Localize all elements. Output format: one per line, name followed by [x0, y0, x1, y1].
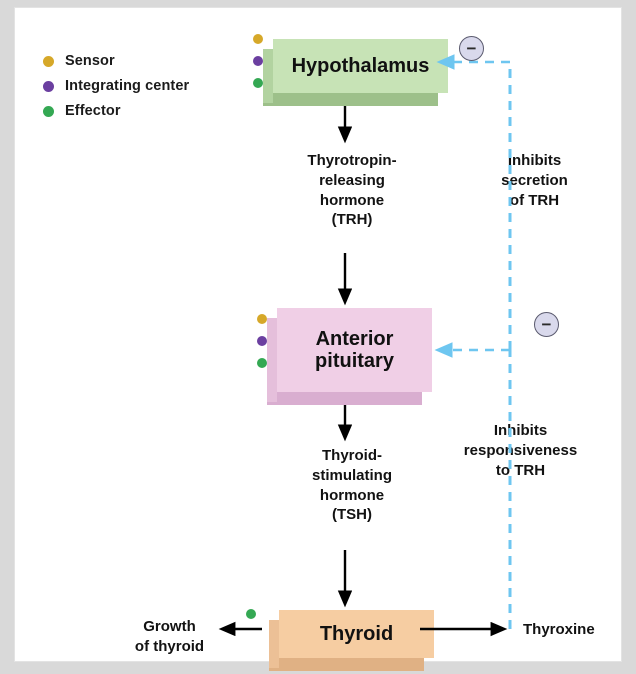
hormone-trh-label — [277, 151, 427, 230]
legend-label-sensor: Sensor — [65, 53, 115, 69]
hormone-trh-line-1: Thyrotropin- — [307, 152, 397, 169]
feedback-inhibits-trh-line-3: of TRH — [509, 191, 560, 209]
hormone-tsh-line-1: Thyroid- — [322, 447, 382, 464]
hormone-tsh-label — [277, 446, 427, 525]
hypothalamus-integrating-center-dot-icon — [253, 56, 263, 66]
feedback-inhibits-responsiveness-line-1: Inhibits — [493, 422, 548, 439]
legend-label-integrating-center: Integrating center — [65, 78, 190, 94]
output-thyroxine-line-1: Thyroxine — [523, 621, 595, 638]
legend-label-effector: Effector — [65, 103, 121, 119]
minus-sign-1-text: − — [466, 39, 477, 58]
integrating-center-dot-icon — [43, 81, 54, 92]
feedback-inhibits-trh-label — [467, 151, 602, 210]
hormone-tsh-line-4: (TSH) — [332, 506, 372, 524]
legend — [43, 53, 233, 128]
feedback-inhibits-trh-line-2: secretion — [501, 171, 568, 189]
thyroid-effector-dot-icon — [246, 609, 256, 619]
sensor-dot-icon — [43, 56, 54, 67]
node-hypothalamus-label: Hypothalamus — [291, 54, 430, 77]
feedback-inhibits-responsiveness-label — [433, 421, 608, 480]
legend-item-integrating-center — [43, 78, 233, 94]
minus-sign-2-text: − — [541, 315, 552, 334]
feedback-inhibits-responsiveness-line-3: to TRH — [495, 461, 546, 479]
hypothalamus-box-side — [263, 49, 273, 103]
node-anterior-pituitary-line-2: pituitary — [315, 350, 394, 372]
pituitary-effector-dot-icon — [257, 358, 267, 368]
output-thyroxine-label — [523, 621, 633, 638]
legend-item-sensor — [43, 53, 233, 69]
output-growth-line-1: Growth — [143, 618, 196, 635]
hormone-trh-line-3: hormone — [319, 191, 385, 209]
node-thyroid — [279, 610, 434, 658]
effector-dot-icon — [43, 106, 54, 117]
pituitary-box-side — [267, 318, 277, 402]
node-thyroid-label: Thyroid — [319, 622, 394, 645]
hormone-tsh-line-2: stimulating — [311, 466, 392, 484]
thyroid-box-shadow — [269, 658, 424, 671]
output-growth-of-thyroid-label — [107, 617, 232, 657]
node-anterior-pituitary-label — [277, 308, 432, 392]
node-anterior-pituitary — [277, 308, 432, 392]
node-hypothalamus — [273, 39, 448, 93]
diagram-canvas — [14, 7, 622, 662]
hormone-trh-line-4: (TRH) — [331, 211, 373, 229]
output-growth-line-2: of thyroid — [134, 637, 205, 655]
minus-sign-icon-pituitary — [534, 312, 559, 337]
feedback-inhibits-responsiveness-line-2: responsiveness — [463, 441, 578, 459]
pituitary-box-shadow — [267, 392, 422, 405]
pituitary-integrating-center-dot-icon — [257, 336, 267, 346]
legend-item-effector — [43, 103, 233, 119]
hormone-tsh-line-3: hormone — [319, 486, 385, 504]
thyroid-box-side — [269, 620, 279, 668]
node-anterior-pituitary-line-1: Anterior — [315, 327, 394, 350]
hypothalamus-box-shadow — [263, 93, 438, 106]
hypothalamus-effector-dot-icon — [253, 78, 263, 88]
pituitary-sensor-dot-icon — [257, 314, 267, 324]
feedback-inhibits-trh-line-1: Inhibits — [507, 152, 562, 169]
hormone-trh-line-2: releasing — [319, 171, 385, 189]
hypothalamus-sensor-dot-icon — [253, 34, 263, 44]
minus-sign-icon-hypothalamus — [459, 36, 484, 61]
